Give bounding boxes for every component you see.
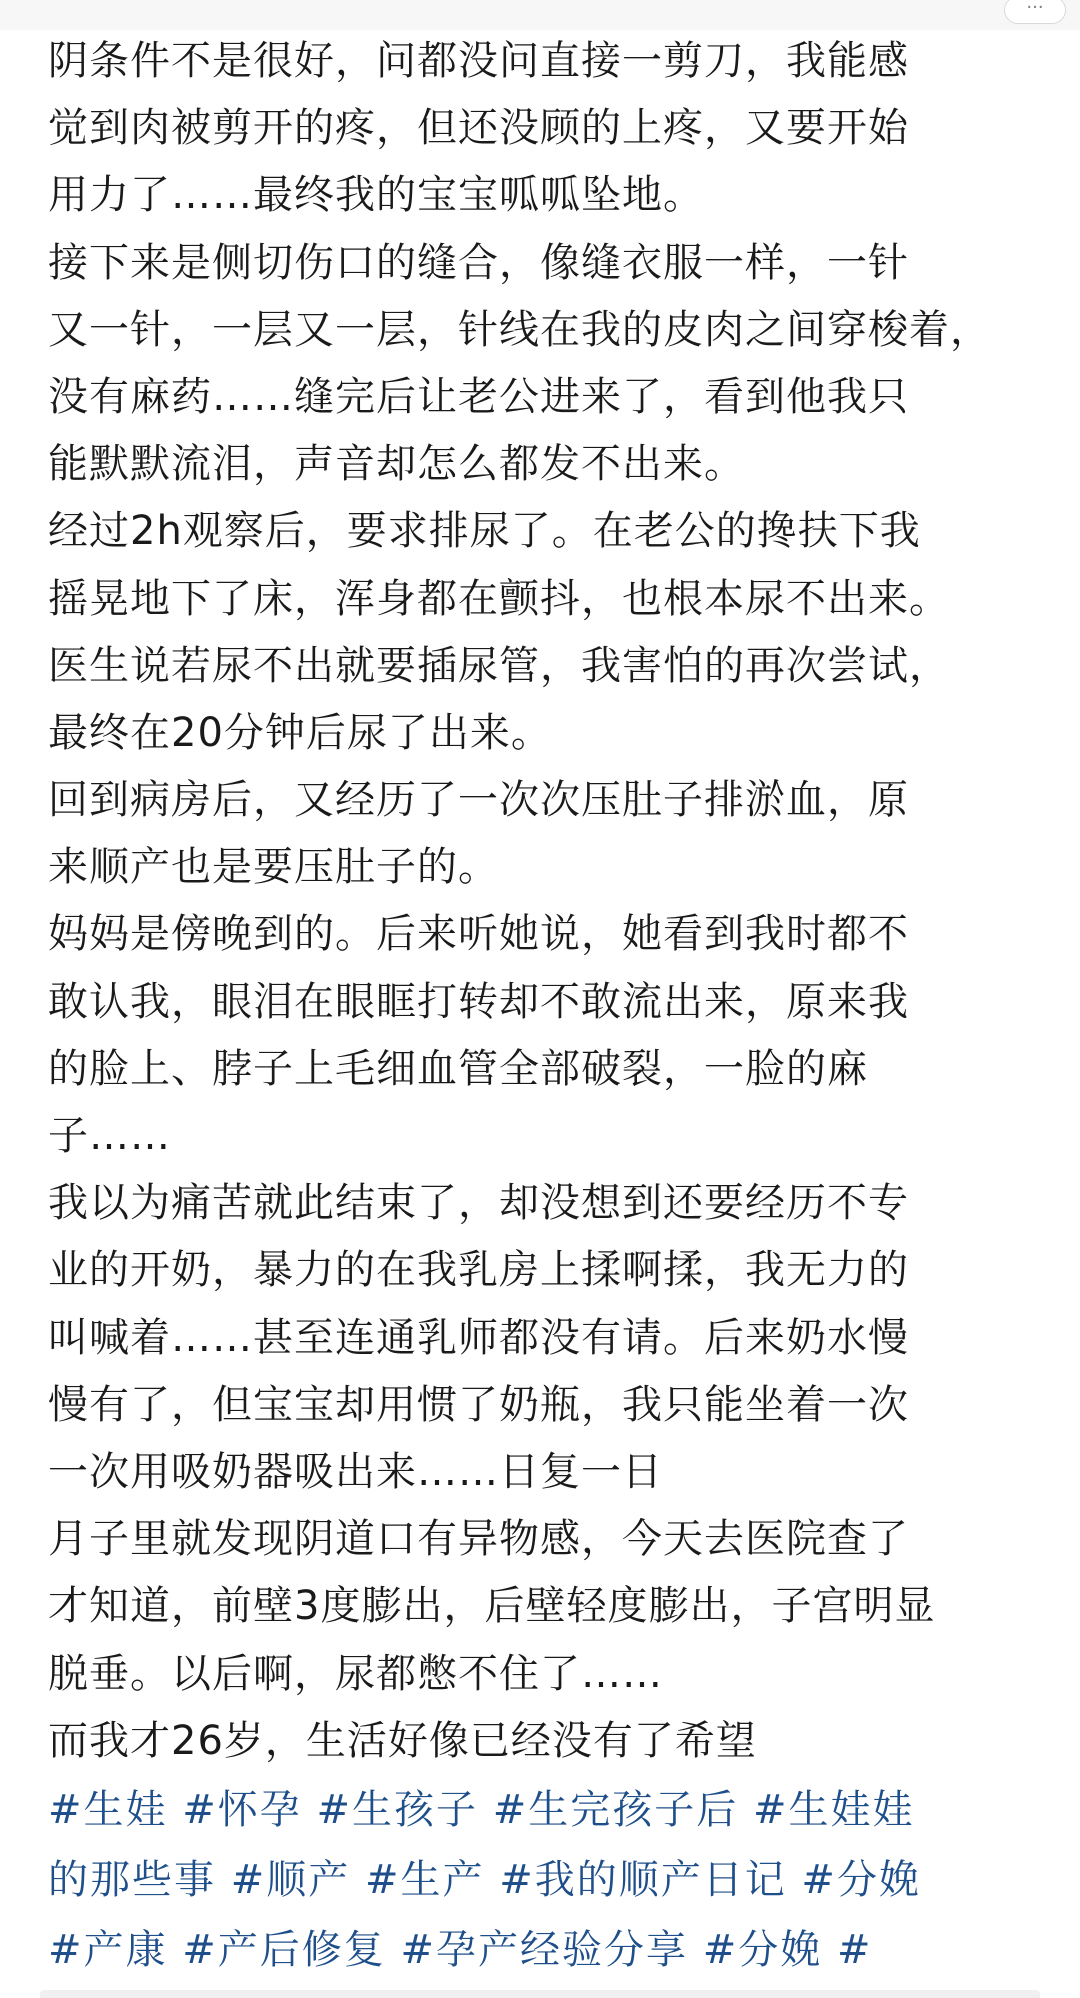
bottom-divider [40,1990,1040,1998]
hashtag-row [48,1845,1048,1915]
post-text-line: 又一针，一层又一层，针线在我的皮肉之间穿梭着， [48,306,991,353]
post-text-line: 来顺产也是要压肚子的。 [48,844,499,891]
post-text-line: 业的开奶，暴力的在我乳房上揉啊揉，我无力的 [48,1247,909,1294]
post-text-line: 没有麻药……缝完后让老公进来了，看到他我只 [48,373,909,420]
post-text-line: 能默默流泪，声音却怎么都发不出来。 [48,441,745,488]
hashtag-link[interactable]: #怀孕 [182,1786,302,1833]
post-text-line: 敢认我，眼泪在眼眶打转却不敢流出来，原来我 [48,978,909,1025]
hashtag-link[interactable]: #产后修复 [182,1926,386,1973]
top-bar [0,0,1080,30]
post-text-line: 慢有了，但宝宝却用惯了奶瓶，我只能坐着一次 [48,1381,909,1428]
post-text-line: 回到病房后，又经历了一次次压肚子排淤血，原 [48,777,909,824]
hashtag-link[interactable]: #孕产经验分享 [400,1926,688,1973]
post-text-line: 脱垂。以后啊，尿都憋不住了…… [48,1650,663,1697]
post-text-line: 觉到肉被剪开的疼，但还没顾的上疼，又要开始 [48,105,909,152]
post-text-line: 我以为痛苦就此结束了，却没想到还要经历不专 [48,1180,909,1227]
post-text-line: 才知道，前壁3度膨出，后壁轻度膨出，子宫明显 [48,1583,936,1630]
hashtag-row [48,1775,1048,1845]
post-text-line: 阴条件不是很好，问都没问直接一剪刀，我能感 [48,38,909,84]
post-text-line: 用力了……最终我的宝宝呱呱坠地。 [48,172,704,219]
post-text-line: 的脸上、脖子上毛细血管全部破裂，一脸的麻 [48,1045,868,1092]
hashtag-row [48,1915,1048,1985]
hashtag-link[interactable]: #生孩子 [316,1786,478,1833]
post-text-line: 医生说若尿不出就要插尿管，我害怕的再次尝试， [48,642,950,689]
post-text-line: 摇晃地下了床，浑身都在颤抖，也根本尿不出来。 [48,575,950,622]
hashtag-link[interactable]: #分娩 [801,1856,921,1903]
post-text-line: 叫喊着……甚至连通乳师都没有请。后来奶水慢 [48,1314,909,1361]
more-icon[interactable]: ··· [1004,0,1066,24]
post-text-line: 一次用吸奶器吸出来……日复一日 [48,1448,663,1495]
post-body [48,28,1048,1985]
hashtag-link[interactable]: #生产 [364,1856,485,1903]
hashtag-link[interactable]: #分娩 [702,1926,823,1973]
post-text-line: 而我才26岁，生活好像已经没有了希望 [48,1717,757,1764]
hashtag-link[interactable]: 的那些事 [48,1856,216,1903]
post-text-line: 经过2h观察后，要求排尿了。在老公的搀扶下我 [48,508,921,555]
post-text-line: 接下来是侧切伤口的缝合，像缝衣服一样，一针 [48,239,909,286]
hashtag-link[interactable]: #顺产 [230,1856,351,1903]
hashtag-link[interactable]: #产康 [48,1926,168,1973]
post-text-line: 最终在20分钟后尿了出来。 [48,709,552,756]
post-text-line: 妈妈是傍晚到的。后来听她说，她看到我时都不 [48,911,909,958]
hashtag-link[interactable]: #我的顺产日记 [499,1856,787,1903]
hashtag-link[interactable]: #生娃娃 [752,1786,915,1833]
post-text-line: 月子里就发现阴道口有异物感，今天去医院查了 [48,1516,909,1563]
hashtag-link[interactable]: #生完孩子后 [492,1786,739,1833]
hashtag-link[interactable]: #生娃 [48,1786,168,1833]
post-text-line: 子…… [48,1113,171,1159]
hashtag-link[interactable]: # [836,1926,873,1973]
